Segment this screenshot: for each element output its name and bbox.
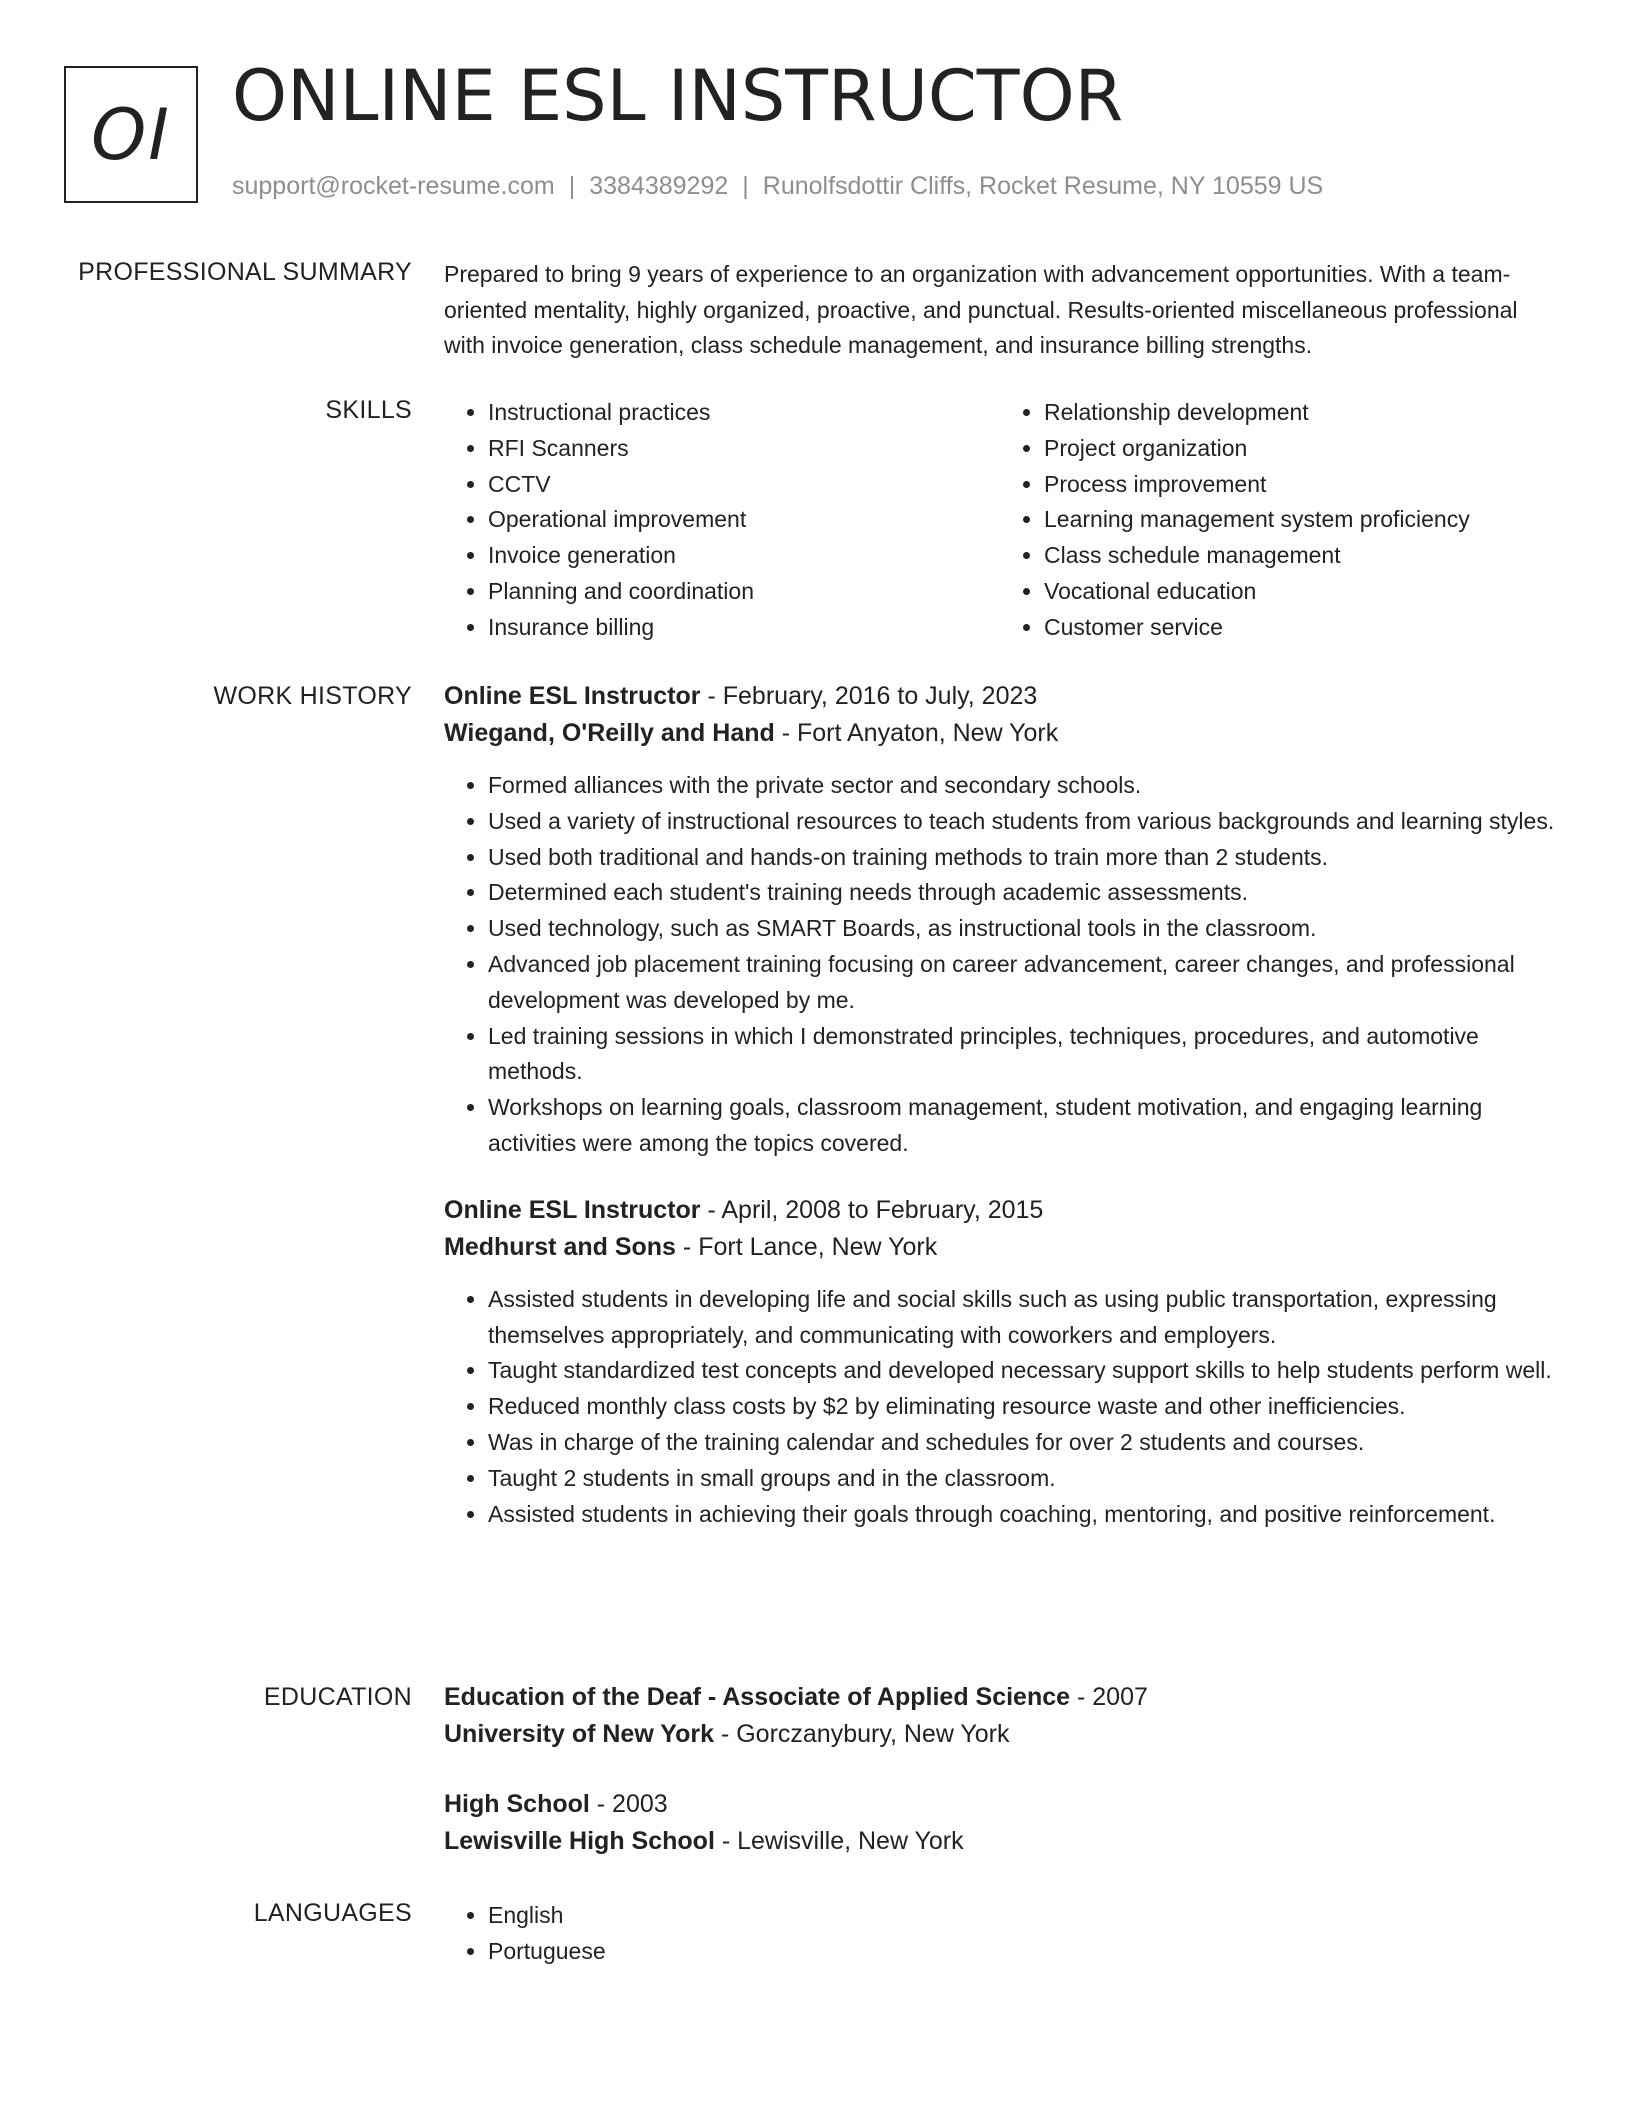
job-bullet: • Used both traditional and hands-on training methods to train more than 2 students.	[488, 840, 1556, 876]
contact-email: support@rocket-resume.com	[232, 172, 555, 200]
skills-list-left	[444, 395, 1000, 646]
job-bullet: • Assisted students in achieving their goals through coaching, mentoring, and positive reinforcement.	[488, 1497, 1556, 1533]
education-school-line	[444, 1823, 1556, 1860]
job-bullets	[444, 1282, 1556, 1533]
job-bullet: • Was in charge of the training calendar and schedules for over 2 students and courses.	[488, 1425, 1556, 1461]
contact-separator: |	[742, 172, 749, 200]
education-year: - 2007	[1077, 1683, 1148, 1711]
education-school: Lewisville High School	[444, 1827, 715, 1855]
skill-item: • Process improvement	[1044, 467, 1556, 503]
skills-list-right	[1000, 395, 1556, 646]
job-bullet: • Assisted students in developing life and social skills such as using public transportation, expressing themselves appropriately, and communicating with coworkers and employers.	[488, 1282, 1556, 1354]
job-bullets	[444, 768, 1556, 1162]
job-title: Online ESL Instructor	[444, 682, 701, 710]
job-bullet: • Used a variety of instructional resources to teach students from various backgrounds and learning styles.	[488, 804, 1556, 840]
education-school: University of New York	[444, 1720, 714, 1748]
section-label-languages: LANGUAGES	[253, 1899, 412, 1927]
education-degree-line	[444, 1679, 1556, 1716]
job-bullet: • Reduced monthly class costs by $2 by eliminating resource waste and other inefficiencies.	[488, 1389, 1556, 1425]
job-title: Online ESL Instructor	[444, 1195, 701, 1224]
job-location: - Fort Anyaton, New York	[781, 719, 1059, 747]
skill-item: • Insurance billing	[488, 610, 1000, 646]
section-label-summary: PROFESSIONAL SUMMARY	[78, 258, 412, 286]
skill-item: • Instructional practices	[488, 395, 1000, 431]
skill-item: • Operational improvement	[488, 502, 1000, 538]
contact-line	[232, 172, 1323, 201]
education-degree: Education of the Deaf - Associate of Applied Science	[444, 1683, 1071, 1711]
skill-item: • Class schedule management	[1044, 538, 1556, 574]
skill-item: • Invoice generation	[488, 538, 1000, 574]
job-entry	[444, 1192, 1556, 1533]
summary-text: Prepared to bring 9 years of experience to an organization with advancement opportunities. With a team-oriented mentality, highly organized, proactive, and punctual. Results-oriented miscellaneous professional with invoice generation, class schedule management, and insurance billing strengths.	[444, 261, 1518, 358]
education-entry	[444, 1786, 1556, 1860]
skill-item: • Vocational education	[1044, 574, 1556, 610]
job-bullet: • Formed alliances with the private sector and secondary schools.	[488, 768, 1556, 804]
education-degree: High School	[444, 1790, 590, 1818]
job-bullet: • Determined each student's training needs through academic assessments.	[488, 875, 1556, 911]
job-bullet: • Advanced job placement training focusing on career advancement, career changes, and professional development was developed by me.	[488, 947, 1556, 1019]
language-item: • Portuguese	[488, 1934, 1556, 1970]
monogram-badge	[64, 66, 198, 203]
education-school-line	[444, 1716, 1556, 1753]
education-location: - Gorczanybury, New York	[720, 1720, 1010, 1748]
skill-item: • Project organization	[1044, 431, 1556, 467]
language-item: • English	[488, 1898, 1556, 1934]
section-label-education: EDUCATION	[263, 1683, 412, 1711]
languages-list	[444, 1898, 1556, 1970]
job-company: Wiegand, O'Reilly and Hand	[444, 719, 775, 747]
section-label-work-history: WORK HISTORY	[213, 682, 412, 710]
job-bullet: • Workshops on learning goals, classroom management, student motivation, and engaging learning activities were among the topics covered.	[488, 1090, 1556, 1162]
contact-address: Runolfsdottir Cliffs, Rocket Resume, NY 10559 US	[762, 172, 1324, 200]
job-dates: - April, 2008 to February, 2015	[707, 1195, 1044, 1224]
job-title-line	[444, 678, 1556, 715]
job-location: - Fort Lance, New York	[682, 1232, 938, 1261]
education-year: - 2003	[596, 1790, 668, 1818]
contact-separator: |	[568, 172, 576, 200]
job-bullet: • Used technology, such as SMART Boards, as instructional tools in the classroom.	[488, 911, 1556, 947]
education-entry	[444, 1679, 1556, 1753]
job-bullet: • Taught 2 students in small groups and in the classroom.	[488, 1461, 1556, 1497]
resume-title: ONLINE ESL INSTRUCTOR	[232, 55, 1124, 137]
job-company-line	[444, 715, 1556, 752]
education-location: - Lewisville, New York	[721, 1827, 964, 1855]
contact-phone: 3384389292	[589, 172, 729, 200]
job-bullet: • Taught standardized test concepts and developed necessary support skills to help students perform well.	[488, 1353, 1556, 1389]
job-bullet: • Led training sessions in which I demonstrated principles, techniques, procedures, and automotive methods.	[488, 1019, 1556, 1091]
job-company-line	[444, 1229, 1556, 1266]
job-entry	[444, 678, 1556, 1162]
job-company: Medhurst and Sons	[444, 1232, 676, 1261]
job-dates: - February, 2016 to July, 2023	[707, 682, 1038, 710]
job-title-line	[444, 1192, 1556, 1229]
education-degree-line	[444, 1786, 1556, 1823]
monogram-initials: OI	[91, 93, 171, 176]
skill-item: • RFI Scanners	[488, 431, 1000, 467]
skill-item: • Planning and coordination	[488, 574, 1000, 610]
skill-item: • CCTV	[488, 467, 1000, 503]
skill-item: • Customer service	[1044, 610, 1556, 646]
section-label-skills: SKILLS	[325, 396, 412, 424]
skill-item: • Learning management system proficiency	[1044, 502, 1556, 538]
skill-item: • Relationship development	[1044, 395, 1556, 431]
